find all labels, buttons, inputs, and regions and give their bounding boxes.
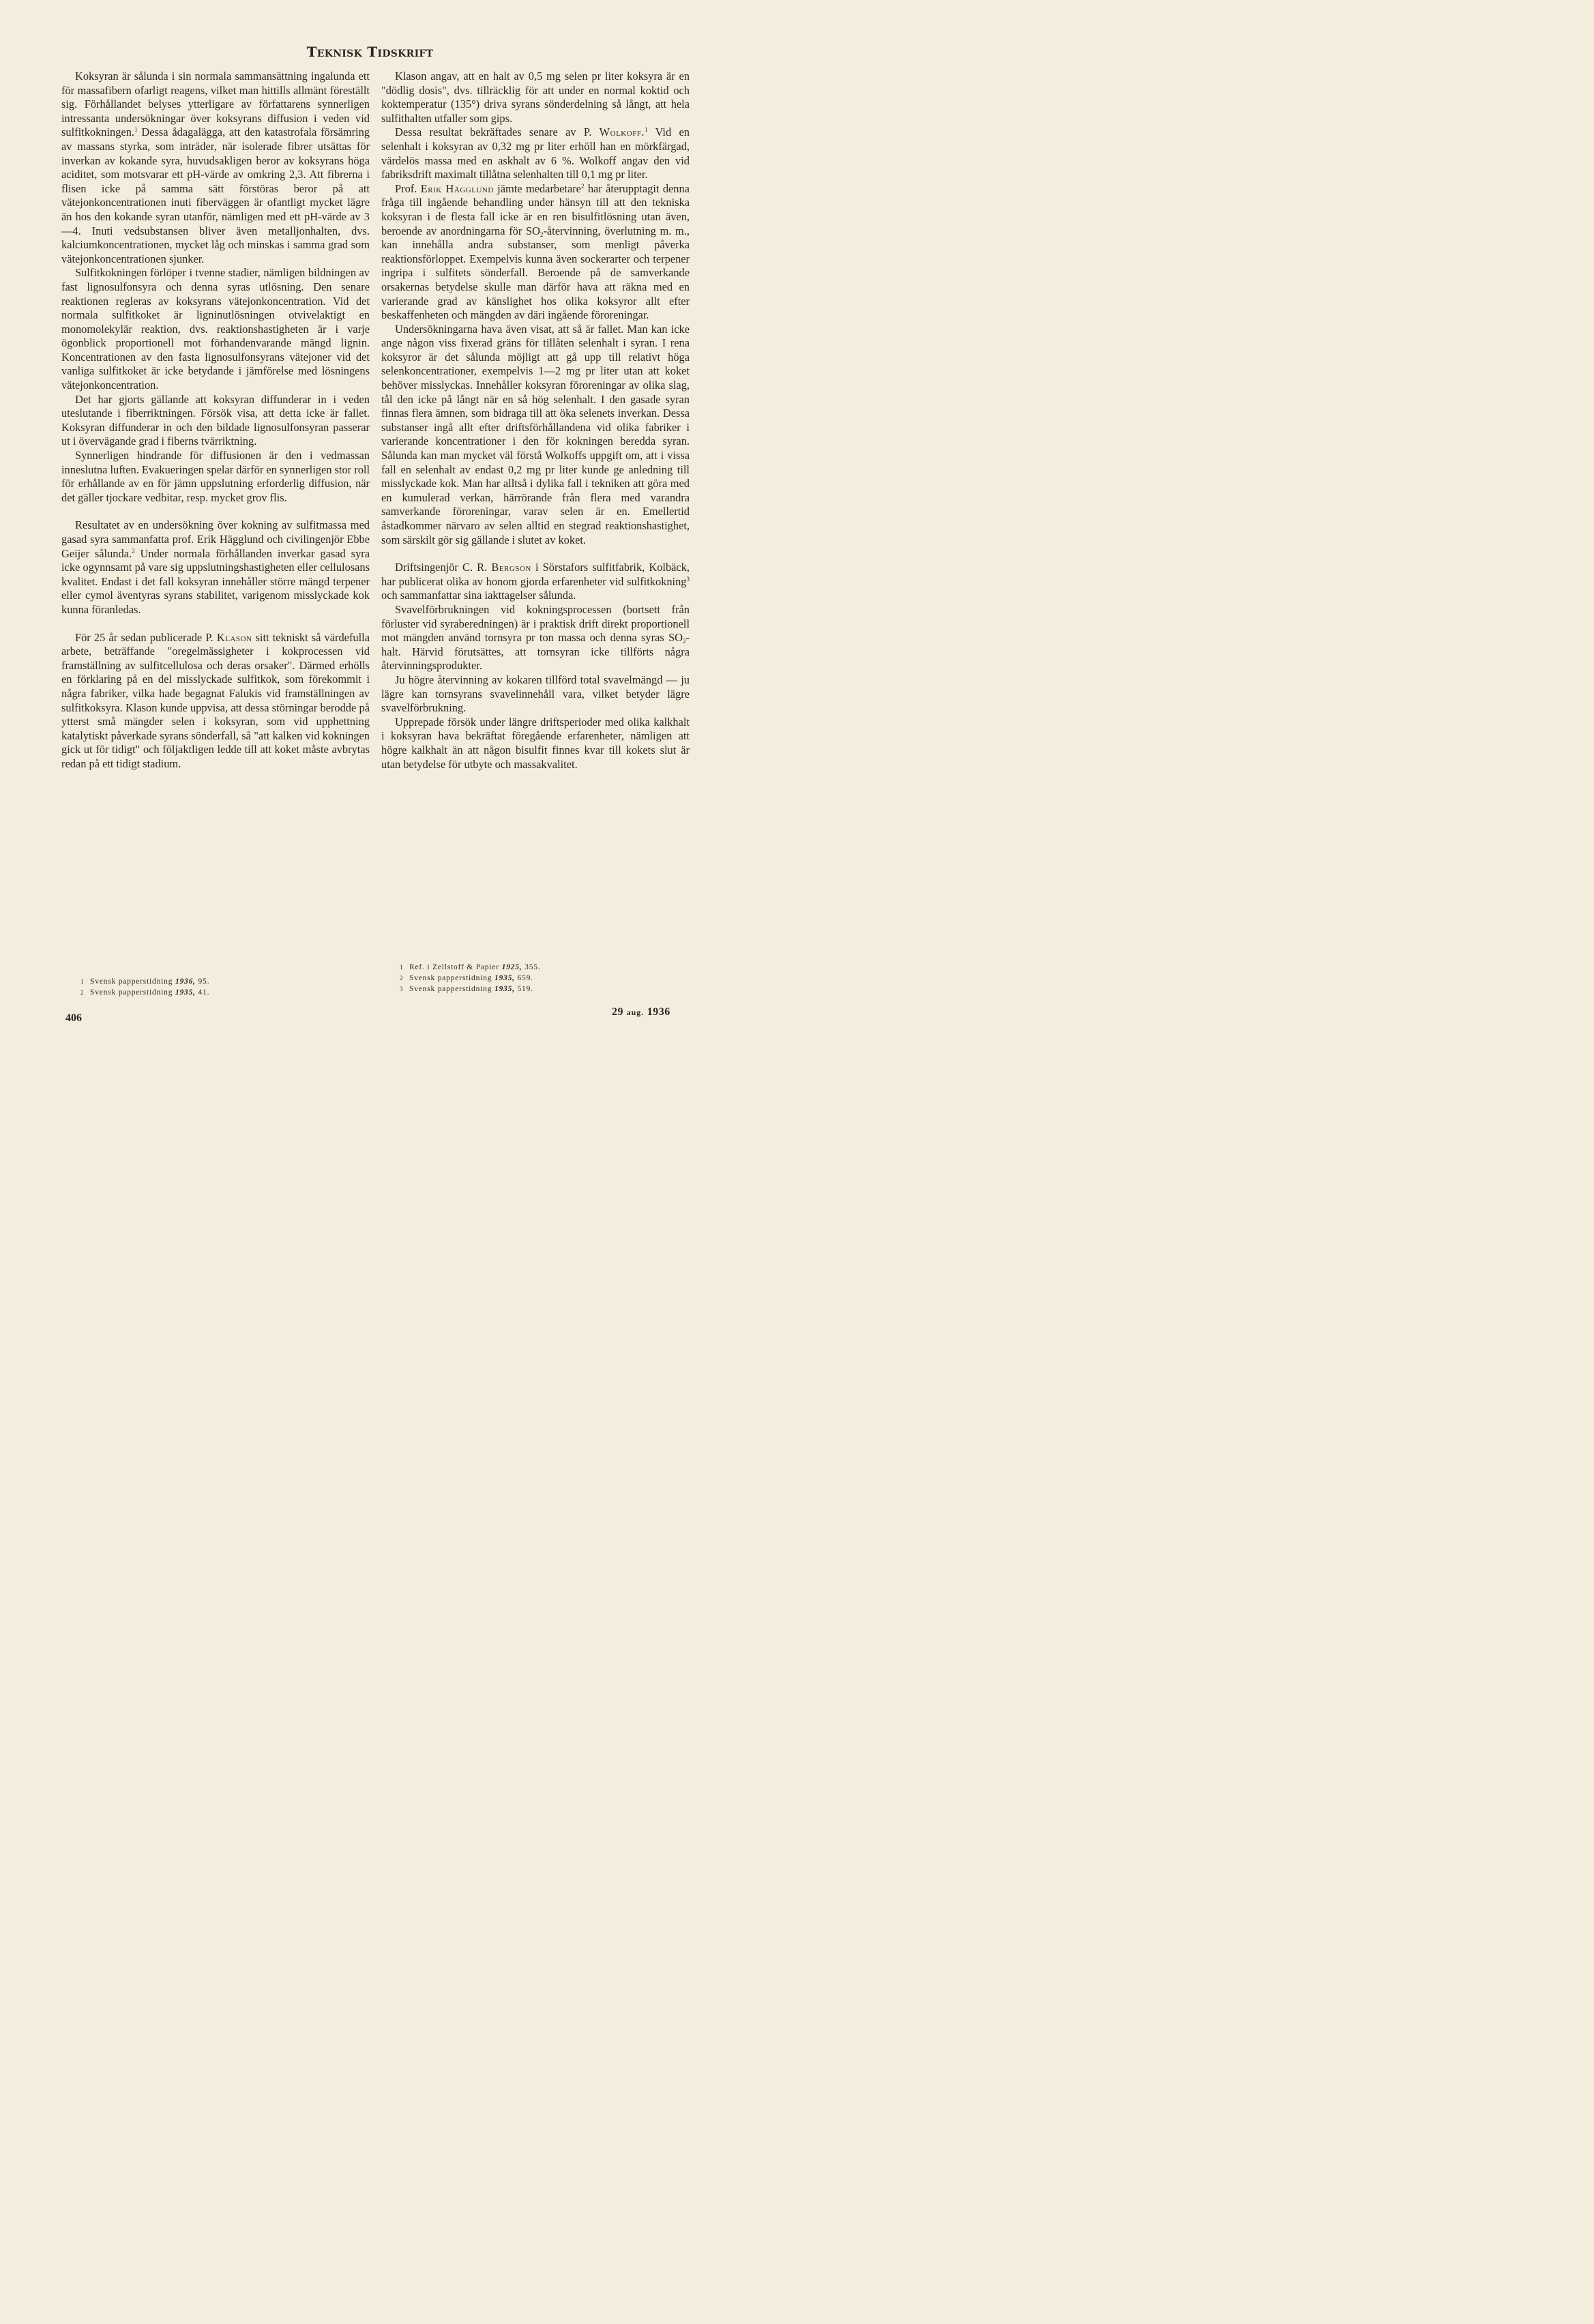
author-name: Klason <box>216 630 252 644</box>
paragraph: Det har gjorts gällande att koksyran diffunderar in i veden uteslutande i fiberriktningen. Försök visa, att detta icke är fallet. Koksyran diffunderar in och den bildade lignosulfonsyran passerar ut i övervägande grad i fiberns tvärriktning. <box>61 392 370 448</box>
footnote-ref: 3 <box>686 575 690 583</box>
footnote: 3 Svensk papperstidning 1935, 519. <box>400 985 533 993</box>
paragraph: Upprepade försök under längre driftsperioder med olika kalkhalt i koksyran hava bekräftat föregående erfarenheter, nämligen att högre kalkhalt än att någon bisulfit finnes kvar till kokets slut är utan betydelse för utbyte och massakvalitet. <box>381 715 690 771</box>
paragraph: Koksyran är sålunda i sin normala sammansättning ingalunda ett för massafibern ofarligt reagens, vilket man hittills allmänt föreställt sig. Förhållandet belyses ytterligare av författarens synnerligen intressanta undersökningar över koksyrans diffusion i veden vid sulfitkokningen.$^1$ Dessa ådagalägga, att den katastrofala försämring av massans styrka, som inträder, när isolerade fibrer utsättas för inverkan av kokande syra, huvudsakligen beror av koksyrans höga aciditet, som motsvarar ett pH-värde av omkring 2,3. Att fibrerna i flisen icke på samma sätt förstöras beror på att vätejonkoncentrationen inuti fiberväggen är ofantligt mycket lägre än hos den kokande syran utanför, nämligen med ett pH-värde av 3—4. Inuti vedsubstansen bliver även metalljonhalten, dvs. kalciumkoncentrationen, mycket låg och minskas i samma grad som vätejonkoncentrationen sjunker. <box>61 70 370 265</box>
paragraph: Prof. Erik Hägglund jämte medarbetare$^2$ har återupptagit denna fråga till ingående behandling under hänsyn till att den tekniska koksyran i de flesta fall icke är en ren bisulfitlösning utan även, beroende av anordningarna för $SO_2$-återvinning, överlutning m. m., kan innehålla andra substanser, som menligt påverka reaktionsförloppet. Exempelvis kunna även sockerarter och terpener ingripa i sulfitets sönderfall. Beroende på de samverkande orsakernas betydelse skulle man därför hava att räkna med en varierande grad av känslighet hos olika koksyror allt efter beskaffenheten och mängden av däri ingående föroreningar. <box>381 181 690 322</box>
footnotes-right <box>400 962 540 995</box>
running-header: Teknisk Tidskrift <box>306 44 434 60</box>
paragraph: Resultatet av en undersökning över kokning av sulfitmassa med gasad syra sammanfatta prof. Erik Hägglund och civilingenjör Ebbe Geijer sålunda.$^2$ Under normala förhållanden inverkar gasad syra icke ogynnsamt på vare sig uppslutningshastigheten eller cellulosans kvalitet. Endast i det fall koksyran innehåller större mängd terpener eller cymol äventyras syrans stabilitet, varigenom misslyckade kok kunna föranledas. <box>61 518 370 616</box>
paragraph: Driftsingenjör C. R. Bergson i Sörstafors sulfitfabrik, Kolbäck, har publicerat olika av honom gjorda erfarenheter vid sulfitkokning$^3$ och sammanfattar sina iakttagelser sålunda. <box>381 561 690 602</box>
footnotes-left <box>80 976 209 998</box>
footnote-ref: 2 <box>580 182 585 190</box>
paragraph: Ju högre återvinning av kokaren tillförd total svavelmängd — ju lägre kan tornsyrans svavelinnehåll vara, vilket betyder lägre svavelförbrukning. <box>381 673 690 715</box>
footnote-ref: 1 <box>645 126 648 134</box>
paragraph: Sulfitkokningen förlöper i tvenne stadier, nämligen bildningen av fast lignosulfonsyra och denna syras utlösning. Den senare reaktionen regleras av koksyrans vätejonkoncentration. Vid det normala sulfitkoket är ligninutlösningen otvivelaktigt en monomolekylär reaktion, dvs. reaktionshastigheten är i varje ögonblick proportionell mot förhandenvarande mängd lignin. Koncentrationen av den fasta lignosulfonsyrans vätejoner vid det vanliga sulfitkoket är icke betydande i jämförelse med lösningens vätejonkoncentration. <box>61 266 370 392</box>
footnote: 2 Svensk papperstidning 1935, 41. <box>80 988 210 997</box>
footnote-ref: 2 <box>132 547 135 555</box>
page-number: 406 <box>65 1012 82 1024</box>
author-name: Bergson <box>491 561 531 574</box>
paragraph: Klason angav, att en halt av 0,5 mg selen pr liter koksyra är en "dödlig dosis", dvs. tillräcklig för att under en normal koktid och koktemperatur (135°) driva syrans sönderdelning så långt, att hela sulfithalten utfaller som gips. <box>381 70 690 125</box>
paragraph: Synnerligen hindrande för diffusionen är den i vedmassan inneslutna luften. Evakueringen spelar därför en synnerligen stor roll för erhållande av en för jämn uppslutning erforderlig diffusion, när det gäller tjockare vedbitar, resp. mycket grov flis. <box>61 449 370 504</box>
paragraph: Svavelförbrukningen vid kokningsprocessen (bortsett från förluster vid syraberedningen) är i praktisk drift direkt proportionell mot mängden använd tornsyra pr ton massa och denna syras $SO_2$-halt. Härvid förutsättes, att tornsyran icke tillförts några återvinningsprodukter. <box>381 602 690 673</box>
author-name: Wolkoff. <box>599 126 645 139</box>
footnote-ref: 1 <box>134 126 138 134</box>
right-column <box>381 70 690 771</box>
footnote: 1 Ref. i Zellstoff & Papier 1925, 355. <box>400 963 541 971</box>
subscript: 2 <box>683 638 686 645</box>
paragraph: Undersökningarna hava även visat, att så är fallet. Man kan icke ange någon viss fixerad gräns för tillåten selenhalt i syran. I rena koksyror är det sålunda möjligt att gå upp till relativt höga selenkoncentrationer, exempelvis 1—2 mg pr liter utan att koket behöver misslyckas. Innehåller koksyran föroreningar av olika slag, tål den icke på långt när en så hög selenhalt. I den gasade syran finnas flera ämnen, som bidraga till att öka selenets inverkan. Dessa substanser ingå allt efter driftsförhållandena vid olika fabriker i varierande koncentrationer i den för kokningen beredda syran. Sålunda kan man mycket väl förstå Wolkoffs uppgift om, att i vissa fall en selenhalt av endast 0,2 mg pr liter kunde ge anledning till misslyckade kok. Man har alltså i dylika fall i tekniken att göra med en kumulerad verkan, härrörande från flera med varandra samverkande föroreningar, varav selen är en. Emellertid åstadkommer närvaro av selen alltid en stegrad reaktionshastighet, som särskilt gör sig gällande i slutet av koket. <box>381 322 690 546</box>
paragraph: Dessa resultat bekräftades senare av P. Wolkoff.$^1$ Vid en selenhalt i koksyran av 0,32 mg pr liter erhöll han en mörkfärgad, värdelös massa med en askhalt av 6 %. Wolkoff angav den vid fabriksdrift maximalt tillåtna selenhalten till 0,1 mg pr liter. <box>381 126 690 181</box>
footnote: 1 Svensk papperstidning 1936, 95. <box>80 977 210 986</box>
subscript: 2 <box>540 231 544 238</box>
journal-page <box>0 0 740 1070</box>
paragraph: För 25 år sedan publicerade P. Klason sitt tekniskt så värdefulla arbete, beträffande "oregelmässigheter i kokprocessen vid framställning av sulfitcellulosa och deras orsaker". Därmed erhölls en förklaring på en del misslyckade sulfitkok, som förekommit i några fabriker, vilka hade begagnat Falukis vid framställningen av sulfitkoksyra. Klason kunde uppvisa, att dessa störningar berodde på ytterst små mängder selen i koksyran, som vid upphettning katalytiskt påverkade syrans sönderfall, så "att kalken vid kokningen gick ut för tidigt" och följaktligen ledde till att koket måste avbrytas redan på ett tidigt stadium. <box>61 630 370 770</box>
author-name: Erik Hägglund <box>420 181 494 195</box>
left-column <box>61 70 370 771</box>
issue-date: 29 aug. 1936 <box>612 1006 670 1018</box>
footnote: 2 Svensk papperstidning 1935, 659. <box>400 974 533 982</box>
